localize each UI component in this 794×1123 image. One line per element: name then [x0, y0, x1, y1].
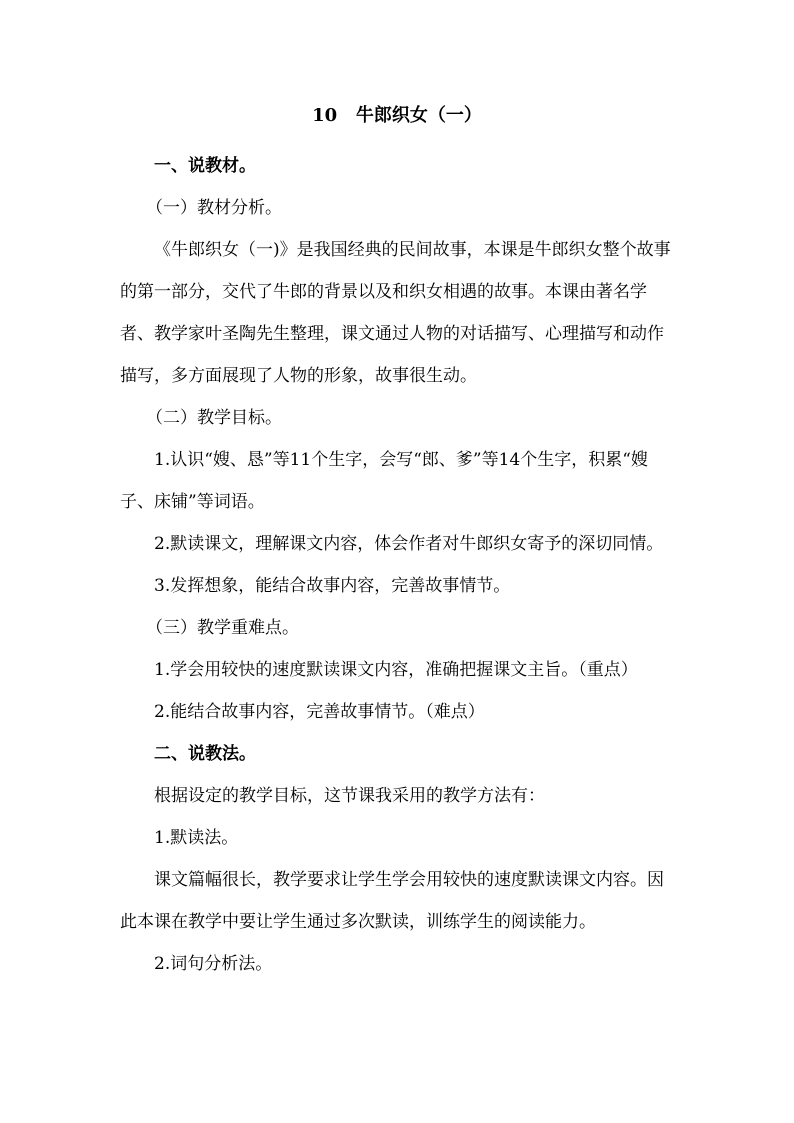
- goal-item-2: 2.默读课文，理解课文内容，体会作者对牛郎织女寄予的深切同情。: [154, 534, 664, 554]
- key-point-2: 2.能结合故事内容，完善故事情节。（难点）: [154, 702, 485, 722]
- section-heading-textbook: 一、说教材。: [154, 156, 256, 176]
- subheading-analysis: （一）教材分析。: [146, 198, 282, 218]
- method-1-paragraph: 课文篇幅很长，教学要求让学生学会用较快的速度默读课文内容。因此本课在教学中要让学生通过多次默读，训练学生的阅读能力。: [120, 870, 664, 932]
- method-1-title: 1.默读法。: [154, 828, 239, 848]
- paragraph-analysis: 《牛郎织女（一)》是我国经典的民间故事，本课是牛郎织女整个故事的第一部分，交代了牛郎的背景以及和织女相遇的故事。本课由著名学者、教学家叶圣陶先生整理，课文通过人物的对话描写、心理描写和动作描写，多方面展现了人物的形象，故事很生动。: [120, 240, 671, 386]
- subheading-key-points: （三）教学重难点。: [146, 618, 299, 638]
- section-heading-methods: 二、说教法。: [154, 744, 256, 764]
- key-point-1: 1.学会用较快的速度默读课文内容，准确把握课文主旨。（重点）: [154, 660, 638, 680]
- goal-item-3: 3.发挥想象，能结合故事内容，完善故事情节。: [154, 576, 511, 596]
- page-title: 10 牛郎织女（一）: [312, 105, 482, 126]
- method-2-title: 2.词句分析法。: [154, 954, 273, 974]
- goal-item-1: 1.认识“嫂、恳”等11个生字，会写“郎、爹”等14个生字，积累“嫂子、床铺”等词语。: [120, 450, 648, 512]
- methods-intro: 根据设定的教学目标，这节课我采用的教学方法有：: [154, 786, 545, 806]
- subheading-goals: （二）教学目标。: [146, 408, 282, 428]
- document-body: [120, 145, 680, 985]
